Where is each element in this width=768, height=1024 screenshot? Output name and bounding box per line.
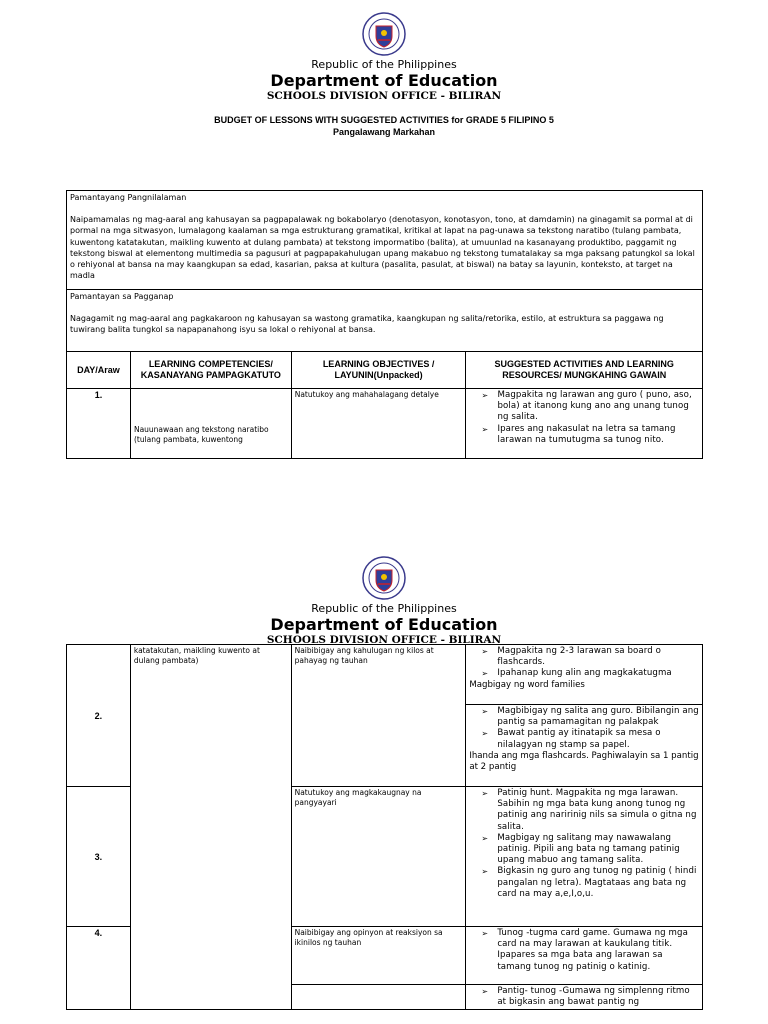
activities-cell [466, 705, 703, 787]
objective-cell: Naibibigay ang kahulugan ng kilos at pahayag ng tauhan [291, 645, 466, 787]
day-cell: 1. [67, 389, 131, 459]
competency-cell: Nauunawaan ang tekstong naratibo (tulang pambata, kuwentong [130, 389, 291, 459]
performance-standard-cell [67, 290, 703, 352]
content-standard-row [67, 191, 703, 290]
quarter-label: Pangalawang Markahan [332, 127, 436, 137]
page1-header [0, 12, 768, 103]
objective-cell: Natutukoy ang mahahalagang detalye [291, 389, 466, 459]
col-activities: SUGGESTED ACTIVITIES AND LEARNING RESOURCES/ MUNGKAHING GAWAIN [466, 352, 703, 389]
content-standard-text: Naipamamalas ng mag-aaral ang kahusayan sa pagpapalawak ng bokabolaryo (denotasyon, konotasyon, tono, at damdamin) na ginagamit sa pormal at di pormal na mga sitwasyon, lumalagong kaalaman sa mga estrukturang gramatikal, kritikal at lapat na pag-unawa sa tekstong naratibo (tulang pambata, kuwentong katatakutan, maikling kuwento at dulang pambata) at tekstong impormatibo (balita), at umuunlad na kasanayang produktibo, paggamit ng tekstong biswal at elementong multimedia sa pagusuri at pagpapakahulugan upang makabuo ng tekstong tumatalakay sa mga paksang patungkol sa lokal o rehiyonal at bansa na may kaangkupan sa edad, kasarian, paksa at kultura (pasalita, pasulat, at biswal) na batay sa layunin, konteksto, at target na madla [70, 215, 695, 281]
activities-cell [466, 389, 703, 459]
department-title: Department of Education [270, 615, 498, 634]
list-item: ➢ Magbibigay ng salita ang guro. Bibilangin ang pantig sa pamamagitan ng palakpak [497, 706, 699, 728]
col-objectives: LEARNING OBJECTIVES / LAYUNIN(Unpacked) [291, 352, 466, 389]
objective-cell: Natutukoy ang magkakaugnay na pangyayari [291, 787, 466, 927]
list-item: ➢ Magpakita ng 2-3 larawan sa board o flashcards. [497, 646, 699, 668]
list-item: ➢ Patinig hunt. Magpakita ng mga larawan. Sabihin ng mga bata kung anong tunog ng patinig ang naririnig nils sa simula o gitna ng salita. [497, 788, 699, 833]
document-title: BUDGET OF LESSONS WITH SUGGESTED ACTIVITIES for GRADE 5 FILIPINO 5 [214, 115, 554, 125]
column-header-row [67, 352, 703, 389]
day-cell: 3. [67, 787, 131, 927]
list-item: ➢ Ipahanap kung alin ang magkakatugma [497, 668, 699, 679]
competency-cell: katatakutan, maikling kuwento at dulang pambata) [130, 645, 291, 1010]
activities-cell [466, 927, 703, 985]
activities-list [469, 706, 699, 751]
activities-cell [466, 645, 703, 705]
activities-list [469, 788, 699, 900]
activities-list [469, 646, 699, 680]
deped-seal-icon [362, 12, 406, 56]
list-item: ➢ Magbigay ng salitang may nawawalang patinig. Pipili ang bata ng tamang patinig upang mabuo ang tamang salita. [497, 833, 699, 867]
lessons-table-page1 [66, 351, 703, 459]
activities-list [469, 390, 699, 446]
deped-seal-icon [362, 556, 406, 600]
list-item: ➢ Bawat pantig ay itinatapik sa mesa o nilalagyan ng stamp sa papel. [497, 728, 699, 750]
performance-standard-text: Nagagamit ng mag-aaral ang pagkakaroon ng kahusayan sa wastong gramatika, kaangkupan ng salita/retorika, estilo, at estruktura sa paggawa ng tuwirang balita tungkol sa napapanahong isyu sa lokal o rehiyonal at bansa. [70, 314, 664, 335]
col-day: DAY/Araw [67, 352, 131, 389]
list-item: ➢ Ipares ang nakasulat na letra sa tamang larawan na tumutugma sa tunog nito. [497, 424, 699, 446]
activities-list [469, 986, 699, 1008]
department-title: Department of Education [270, 71, 498, 90]
col-competencies: LEARNING COMPETENCIES/ KASANAYANG PAMPAGKATUTO [130, 352, 291, 389]
activities-cell [466, 985, 703, 1010]
list-item: ➢ Magpakita ng larawan ang guro ( puno, aso, bola) at itanong kung ano ang unang tunog ng salita. [497, 390, 699, 424]
objective-cell: Naibibigay ang opinyon at reaksiyon sa ikinilos ng tauhan [291, 927, 466, 985]
content-standard-label: Pamantayang Pangnilalaman [70, 193, 187, 202]
standards-table [66, 190, 703, 352]
republic-label: Republic of the Philippines [311, 58, 457, 71]
table-row [67, 645, 703, 705]
lessons-table-page2 [66, 644, 703, 1010]
division-label: SCHOOLS DIVISION OFFICE - BILIRAN [266, 90, 502, 102]
day-cell: 2. [67, 645, 131, 787]
page2-header [0, 556, 768, 647]
activity-note: Ihanda ang mga flashcards. Paghiwalayin sa 1 pantig at 2 pantig [469, 750, 699, 772]
activities-cell [466, 787, 703, 927]
list-item: ➢ Tunog -tugma card game. Gumawa ng mga card na may larawan at kaukulang titik. Ipapares sa mga bata ang larawan sa tamang tunog ng patinig o katinig. [497, 928, 699, 973]
content-standard-cell [67, 191, 703, 290]
list-item: ➢ Pantig- tunog -Gumawa ng simplenng ritmo at bigkasin ang bawat pantig ng [497, 986, 699, 1008]
republic-label: Republic of the Philippines [311, 602, 457, 615]
performance-standard-row [67, 290, 703, 352]
table-row [67, 389, 703, 459]
list-item: ➢ Bigkasin ng guro ang tunog ng patinig ( hindi pangalan ng letra). Magtataas ang bata ng card na may a,e,I,o,u. [497, 866, 699, 900]
day-cell: 4. [67, 927, 131, 1010]
objective-cell-empty [291, 985, 466, 1010]
division-label: SCHOOLS DIVISION OFFICE - BILIRAN [266, 634, 502, 646]
performance-standard-label: Pamantayan sa Pagganap [70, 292, 174, 301]
activities-list [469, 928, 699, 973]
activity-note: Magbigay ng word families [469, 679, 585, 690]
